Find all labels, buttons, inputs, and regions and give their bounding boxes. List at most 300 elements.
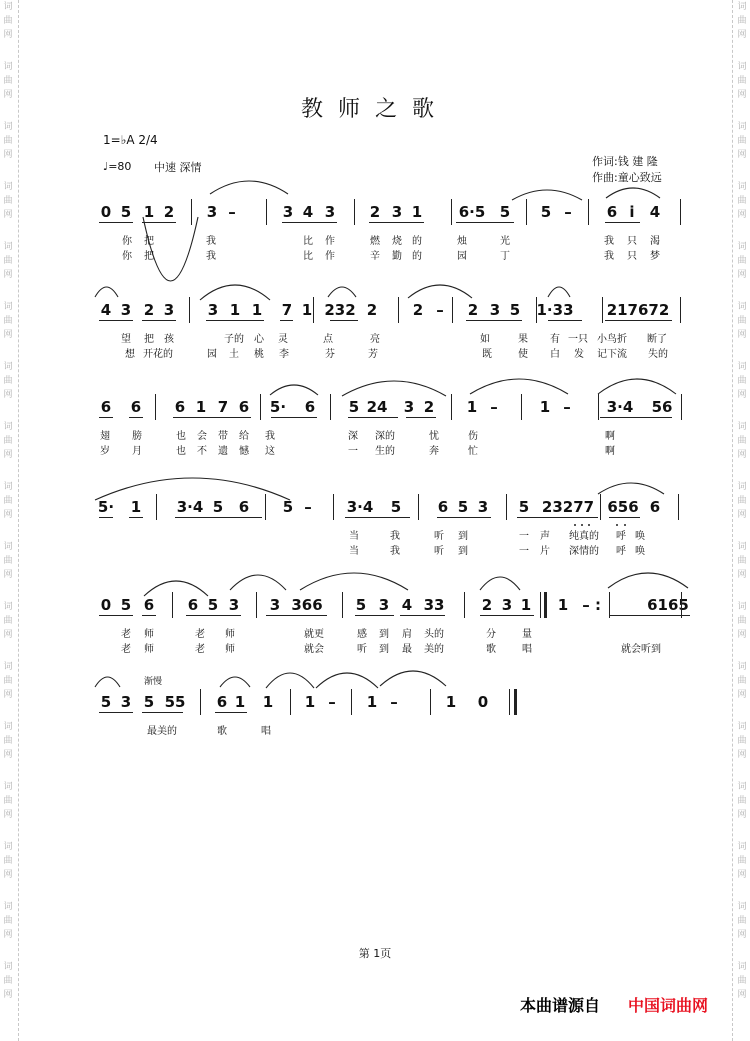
- note: 5: [212, 498, 224, 516]
- note: i: [629, 203, 635, 221]
- lyric-verse-2: 勤: [392, 251, 402, 262]
- slur: [512, 190, 582, 200]
- note: 1: [195, 398, 207, 416]
- lyric-verse-1: 带: [218, 431, 228, 442]
- lyric-verse-1: 心: [254, 334, 264, 345]
- note: –: [490, 398, 498, 416]
- lyric-verse-2: 听: [434, 546, 444, 557]
- watermark-char: 曲: [3, 196, 13, 206]
- lyric-verse-2: 老: [121, 644, 131, 655]
- lyric-verse-2: 你: [122, 251, 132, 262]
- watermark-char: 曲: [3, 676, 13, 686]
- note: 5·: [269, 398, 287, 416]
- watermark-char: 网: [737, 870, 747, 880]
- lyric-verse-2: 使: [518, 349, 528, 360]
- lyric-verse-2: 就会听到: [621, 644, 661, 655]
- watermark-char: 词: [737, 482, 747, 492]
- rubato-mark: 渐慢: [143, 677, 163, 687]
- lyric-verse-2: 师: [225, 644, 235, 655]
- note: 5: [282, 498, 294, 516]
- note: –: [563, 398, 571, 416]
- slur: [328, 287, 356, 297]
- watermark-char: 曲: [3, 316, 13, 326]
- lyric-verse-1: 忧: [429, 431, 439, 442]
- note: 1: [411, 203, 423, 221]
- note: 1: [520, 596, 532, 614]
- watermark-char: 词: [737, 602, 747, 612]
- lyric-verse-2: 园: [457, 251, 467, 262]
- note: 6: [437, 498, 449, 516]
- note: 2: [467, 301, 479, 319]
- note: 6: [238, 498, 250, 516]
- note: 366: [291, 596, 323, 614]
- composer-credit: 作曲:童心致远: [592, 171, 662, 184]
- lyric-verse-2: 憾: [239, 446, 249, 457]
- lyric-verse-2: 生的: [375, 446, 395, 457]
- note: 1: [301, 301, 313, 319]
- note: 5·: [97, 498, 115, 516]
- note: 1: [262, 693, 274, 711]
- lyric-verse-1: 就更: [304, 629, 324, 640]
- lyric-verse-1: 当: [349, 531, 359, 542]
- watermark-char: 网: [737, 450, 747, 460]
- watermark-char: 词: [737, 542, 747, 552]
- note: 6: [649, 498, 661, 516]
- note: 5: [499, 203, 511, 221]
- lyric-verse-2: 失的: [648, 349, 668, 360]
- slur: [316, 673, 378, 688]
- note: 23277: [541, 498, 595, 516]
- note: 5: [509, 301, 521, 319]
- lyric-verse-2: 歌: [486, 644, 496, 655]
- note: 656: [607, 498, 639, 516]
- lyric-verse-1: 一: [519, 531, 529, 542]
- note: 6: [130, 398, 142, 416]
- lyric-verse-2: 桃: [254, 349, 264, 360]
- note: 6: [216, 693, 228, 711]
- note: 1: [234, 693, 246, 711]
- watermark-char: 网: [3, 90, 13, 100]
- watermark-char: 网: [3, 390, 13, 400]
- note: 6: [174, 398, 186, 416]
- lyric-verse-2: 比: [303, 251, 313, 262]
- lyric-verse-1: 你: [122, 236, 132, 247]
- watermark-char: 网: [3, 990, 13, 1000]
- watermark-char: 曲: [3, 256, 13, 266]
- note: 2: [163, 203, 175, 221]
- watermark-char: 词: [737, 2, 747, 12]
- watermark-char: 曲: [3, 76, 13, 86]
- lyric-verse-1: 断了: [647, 334, 667, 345]
- tempo-mark: ♩=80: [103, 160, 132, 173]
- lyric-verse-2: 听: [357, 644, 367, 655]
- note: 3: [120, 693, 132, 711]
- lyric-verse-2: 老: [195, 644, 205, 655]
- watermark-char: 词: [3, 842, 13, 852]
- watermark-char: 曲: [737, 616, 747, 626]
- note: 5: [100, 693, 112, 711]
- watermark-char: 网: [3, 30, 13, 40]
- note: 232: [324, 301, 356, 319]
- note: –: [228, 203, 236, 221]
- watermark-char: 词: [3, 62, 13, 72]
- lyric-verse-1: 点: [323, 334, 333, 345]
- lyric-verse-2: 奔: [429, 446, 439, 457]
- note: 4: [100, 301, 112, 319]
- lyric-verse-1: 我: [390, 531, 400, 542]
- lyric-verse-2: 土: [229, 349, 239, 360]
- lyric-verse-2: 想: [125, 349, 135, 360]
- lyric-verse-2: 遗: [218, 446, 228, 457]
- slur: [200, 285, 270, 300]
- watermark-char: 词: [737, 302, 747, 312]
- lyric-verse-1: 把: [144, 236, 154, 247]
- note: 0: [100, 596, 112, 614]
- lyric-verse-1: 烛: [457, 236, 467, 247]
- lyric-verse-1: 老: [121, 629, 131, 640]
- note: 1: [304, 693, 316, 711]
- lyric-verse-1: 有: [550, 334, 560, 345]
- note: 3: [120, 301, 132, 319]
- watermark-char: 网: [737, 570, 747, 580]
- slur: [143, 217, 198, 281]
- slur: [380, 671, 446, 686]
- watermark-char: 词: [3, 902, 13, 912]
- slur: [548, 287, 570, 297]
- watermark-char: 词: [737, 782, 747, 792]
- watermark-char: 词: [3, 302, 13, 312]
- watermark-char: 词: [737, 902, 747, 912]
- lyric-verse-1: 声: [540, 531, 550, 542]
- note: 33: [423, 596, 445, 614]
- slur: [95, 677, 120, 687]
- watermark-char: 词: [3, 362, 13, 372]
- lyric-verse-2: 我: [390, 546, 400, 557]
- note: 2: [143, 301, 155, 319]
- lyric-verse-2: 片: [540, 546, 550, 557]
- lyric-verse-1: 纯真的: [569, 531, 599, 542]
- lyric-verse-1: 肩: [402, 629, 412, 640]
- lyric-verse-1: 唱: [261, 726, 271, 737]
- note: 5: [120, 596, 132, 614]
- note: 3: [163, 301, 175, 319]
- slur: [608, 573, 688, 588]
- lyric-verse-1: 我: [604, 236, 614, 247]
- lyric-verse-2: 月: [132, 446, 142, 457]
- lyric-verse-2: 啊: [605, 446, 615, 457]
- watermark-char: 曲: [737, 436, 747, 446]
- note: 2: [423, 398, 435, 416]
- slur: [598, 483, 664, 494]
- note: 1: [130, 498, 142, 516]
- watermark-char: 网: [737, 30, 747, 40]
- watermark-char: 网: [3, 270, 13, 280]
- lyric-verse-2: 我: [206, 251, 216, 262]
- note: 6: [238, 398, 250, 416]
- watermark-char: 曲: [737, 976, 747, 986]
- watermark-char: 曲: [3, 796, 13, 806]
- page-number: 第 1页: [358, 947, 392, 960]
- lyric-verse-2: 既: [482, 349, 492, 360]
- slur: [266, 673, 314, 688]
- lyric-verse-2: 到: [379, 644, 389, 655]
- lyric-verse-1: 啊: [605, 431, 615, 442]
- slur: [144, 581, 208, 596]
- watermark-char: 词: [737, 122, 747, 132]
- watermark-char: 网: [737, 330, 747, 340]
- watermark-char: 曲: [3, 916, 13, 926]
- note: –: [328, 693, 336, 711]
- note: 3: [489, 301, 501, 319]
- note: 24: [366, 398, 388, 416]
- lyric-verse-1: 师: [144, 629, 154, 640]
- lyric-verse-2: 一: [348, 446, 358, 457]
- watermark-char: 网: [3, 870, 13, 880]
- lyric-verse-2: 岁: [100, 446, 110, 457]
- note: 3·4: [176, 498, 204, 516]
- lyric-verse-2: 辛: [370, 251, 380, 262]
- slur: [270, 385, 318, 395]
- slur: [220, 677, 250, 687]
- lyric-verse-2: 就会: [304, 644, 324, 655]
- lyric-verse-1: 深的: [375, 431, 395, 442]
- lyric-verse-2: 深情的: [569, 546, 599, 557]
- watermark-char: 曲: [3, 856, 13, 866]
- lyric-verse-1: 会: [197, 431, 207, 442]
- note: 2: [481, 596, 493, 614]
- lyric-verse-1: 小鸟折: [597, 334, 627, 345]
- watermark-char: 网: [737, 210, 747, 220]
- lyric-verse-2: 这: [265, 446, 275, 457]
- lyric-verse-2: 师: [144, 644, 154, 655]
- note: 4: [649, 203, 661, 221]
- lyric-verse-1: 我: [206, 236, 216, 247]
- watermark-char: 曲: [3, 616, 13, 626]
- slur: [598, 379, 676, 394]
- note: 5: [143, 693, 155, 711]
- note: 1: [539, 398, 551, 416]
- lyric-verse-1: 翅: [100, 431, 110, 442]
- note: –: [564, 203, 572, 221]
- slur: [300, 573, 408, 590]
- lyric-verse-2: 记下流: [597, 349, 627, 360]
- note: 56: [651, 398, 673, 416]
- watermark-char: 词: [737, 422, 747, 432]
- slur: [606, 188, 660, 198]
- lyric-verse-2: 芳: [368, 349, 378, 360]
- lyric-verse-1: 感: [357, 629, 367, 640]
- note: 2: [366, 301, 378, 319]
- lyric-verse-1: 子的: [224, 334, 244, 345]
- watermark-char: 网: [737, 150, 747, 160]
- lyric-verse-1: 到: [379, 629, 389, 640]
- watermark-char: 词: [3, 962, 13, 972]
- note: 6165: [647, 596, 689, 614]
- watermark-char: 词: [3, 602, 13, 612]
- lyric-verse-2: 唱: [522, 644, 532, 655]
- note: 5: [207, 596, 219, 614]
- watermark-char: 网: [3, 930, 13, 940]
- slur: [470, 379, 568, 394]
- lyric-verse-2: 也: [176, 446, 186, 457]
- note: 1: [251, 301, 263, 319]
- lyric-verse-2: 我: [604, 251, 614, 262]
- lyric-verse-2: 最: [402, 644, 412, 655]
- lyric-verse-2: 发: [574, 349, 584, 360]
- lyric-verse-1: 分: [486, 629, 496, 640]
- lyric-verse-1: 一只: [568, 334, 588, 345]
- watermark-char: 词: [3, 242, 13, 252]
- lyric-verse-1: 望: [121, 334, 131, 345]
- lyric-verse-2: 把: [144, 251, 154, 262]
- note: 3: [228, 596, 240, 614]
- watermark-char: 网: [737, 630, 747, 640]
- lyric-verse-1: 师: [225, 629, 235, 640]
- note: 0: [100, 203, 112, 221]
- watermark-char: 词: [3, 542, 13, 552]
- watermark-char: 词: [737, 242, 747, 252]
- note: 1: [445, 693, 457, 711]
- note: 5: [120, 203, 132, 221]
- note: 7: [217, 398, 229, 416]
- watermark-char: 词: [3, 422, 13, 432]
- watermark-char: 曲: [737, 376, 747, 386]
- note: 6: [100, 398, 112, 416]
- slur: [95, 287, 118, 297]
- watermark-char: 网: [3, 150, 13, 160]
- lyric-verse-2: 不: [197, 446, 207, 457]
- lyric-verse-1: 渴: [650, 236, 660, 247]
- watermark-char: 网: [3, 690, 13, 700]
- watermark-char: 曲: [3, 556, 13, 566]
- note: 1: [466, 398, 478, 416]
- watermark-char: 网: [737, 810, 747, 820]
- lyric-verse-2: 唤: [635, 546, 645, 557]
- note: 3: [207, 301, 219, 319]
- watermark-char: 曲: [3, 136, 13, 146]
- lyric-verse-1: 呼: [616, 531, 626, 542]
- lyric-verse-1: 头的: [424, 629, 444, 640]
- lyric-verse-1: 伤: [468, 431, 478, 442]
- lyric-verse-2: 美的: [424, 644, 444, 655]
- watermark-char: 曲: [3, 976, 13, 986]
- note: 3: [391, 203, 403, 221]
- watermark-char: 词: [737, 722, 747, 732]
- watermark-char: 曲: [737, 556, 747, 566]
- lyric-verse-2: 丁: [500, 251, 510, 262]
- note: 1: [557, 596, 569, 614]
- lyric-verse-2: 白: [550, 349, 560, 360]
- watermark-char: 曲: [737, 316, 747, 326]
- footer-site-name: 中国词曲网: [628, 996, 709, 1015]
- note: 3: [282, 203, 294, 221]
- note: –: [304, 498, 312, 516]
- watermark-char: 网: [737, 270, 747, 280]
- watermark-char: 词: [3, 182, 13, 192]
- lyric-verse-2: 开花的: [143, 349, 173, 360]
- lyric-verse-1: 听: [434, 531, 444, 542]
- slur: [408, 285, 472, 298]
- lyric-verse-1: 唤: [635, 531, 645, 542]
- note: 6: [143, 596, 155, 614]
- note: 3: [378, 596, 390, 614]
- note: 1: [143, 203, 155, 221]
- note: 0: [477, 693, 489, 711]
- lyric-verse-1: 老: [195, 629, 205, 640]
- note: 5: [390, 498, 402, 516]
- expression-mark: 中速 深情: [154, 161, 202, 174]
- watermark-char: 网: [3, 750, 13, 760]
- note: 5: [540, 203, 552, 221]
- watermark-char: 网: [737, 390, 747, 400]
- slur: [210, 181, 288, 194]
- note: 4: [401, 596, 413, 614]
- song-title: 教师之歌: [300, 97, 449, 122]
- note: 3: [403, 398, 415, 416]
- watermark-char: 网: [737, 90, 747, 100]
- note: 6·5: [458, 203, 486, 221]
- watermark-char: 词: [3, 2, 13, 12]
- note: 3: [269, 596, 281, 614]
- footer-source-label: 本曲谱源自: [520, 996, 601, 1015]
- note: 4: [302, 203, 314, 221]
- watermark-char: 词: [737, 362, 747, 372]
- lyric-verse-2: 的: [412, 251, 422, 262]
- note: 5: [348, 398, 360, 416]
- watermark-char: 网: [737, 930, 747, 940]
- watermark-char: 词: [737, 842, 747, 852]
- note: 1: [366, 693, 378, 711]
- watermark-char: 网: [3, 450, 13, 460]
- note: 6: [304, 398, 316, 416]
- watermark-char: 网: [737, 750, 747, 760]
- watermark-char: 词: [737, 662, 747, 672]
- watermark-char: 曲: [737, 76, 747, 86]
- lyric-verse-1: 把: [144, 334, 154, 345]
- watermark-char: 曲: [737, 796, 747, 806]
- watermark-char: 词: [3, 662, 13, 672]
- watermark-char: 词: [737, 962, 747, 972]
- note: 3: [324, 203, 336, 221]
- lyric-verse-1: 深: [348, 431, 358, 442]
- lyric-verse-1: 最美的: [147, 726, 177, 737]
- lyricist-credit: 作词:钱 建 隆: [592, 155, 658, 168]
- lyric-verse-1: 比: [303, 236, 313, 247]
- watermark-char: 曲: [737, 916, 747, 926]
- watermark-char: 词: [3, 122, 13, 132]
- lyric-verse-2: 忙: [468, 446, 478, 457]
- note: 6: [606, 203, 618, 221]
- lyric-verse-1: 给: [239, 431, 249, 442]
- slur: [230, 575, 286, 590]
- lyric-verse-1: 果: [518, 334, 528, 345]
- lyric-verse-1: 如: [480, 334, 490, 345]
- note: 3: [206, 203, 218, 221]
- watermark-char: 曲: [737, 496, 747, 506]
- lyric-verse-1: 孩: [164, 334, 174, 345]
- watermark-char: 网: [737, 510, 747, 520]
- watermark-char: 网: [3, 330, 13, 340]
- note: 55: [164, 693, 186, 711]
- lyric-verse-1: 作: [325, 236, 335, 247]
- watermark-char: 网: [3, 510, 13, 520]
- lyric-verse-1: 灵: [278, 334, 288, 345]
- watermark-char: 网: [737, 690, 747, 700]
- lyric-verse-2: 到: [458, 546, 468, 557]
- note: –: [390, 693, 398, 711]
- lyric-verse-2: 呼: [616, 546, 626, 557]
- watermark-char: 网: [3, 630, 13, 640]
